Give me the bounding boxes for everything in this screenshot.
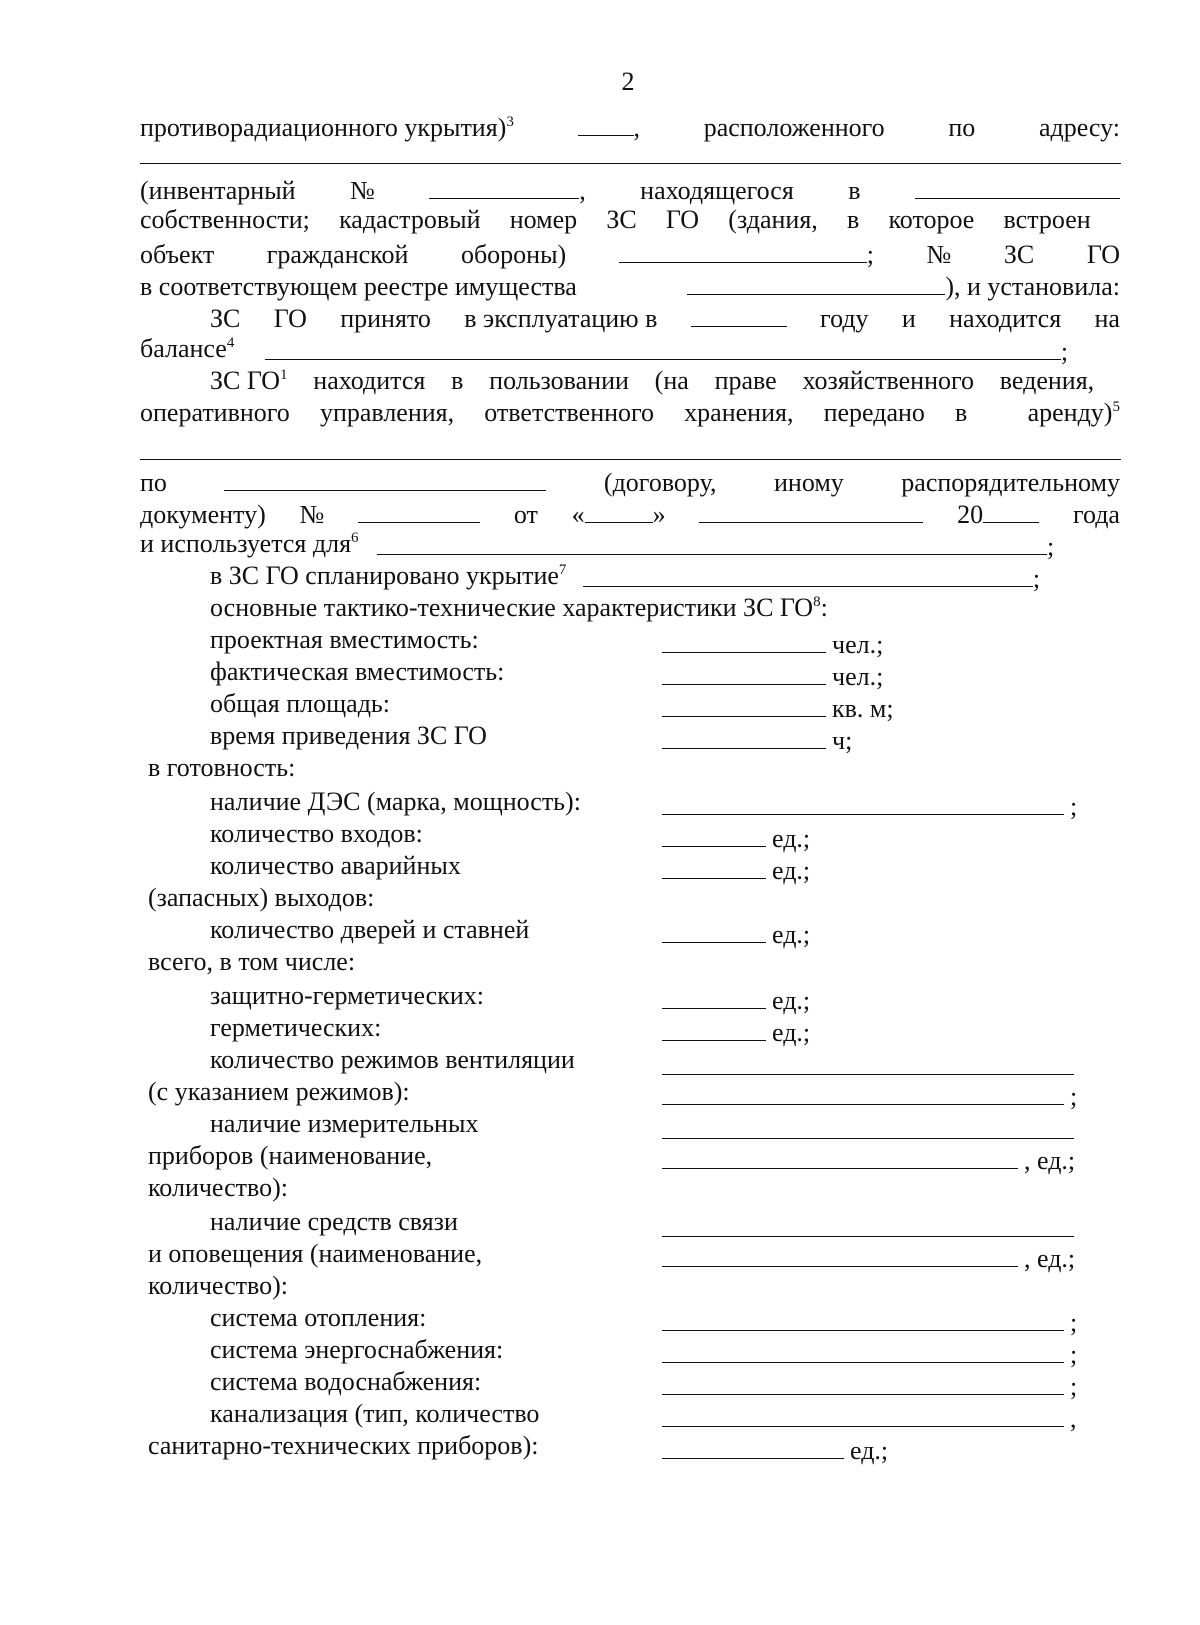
text-word: встроен xyxy=(1003,205,1091,234)
emergency-exits-label-cont: (запасных) выходов: xyxy=(148,883,375,912)
text-word: документу) xyxy=(140,500,266,529)
text-word: гражданской xyxy=(266,240,409,269)
text-word: и xyxy=(901,304,916,333)
sewerage-label-cont: санитарно-технических приборов): xyxy=(148,1431,539,1460)
sealed-doors-label: герметических: xyxy=(210,1013,382,1042)
text-word: управления, xyxy=(319,398,455,427)
text-fragment: адресу: xyxy=(1038,113,1120,142)
communication-label-cont: и оповещения (наименование, xyxy=(148,1239,483,1268)
doors-field[interactable]: ед.; xyxy=(662,916,810,951)
contract-line xyxy=(140,464,1120,496)
blank-field[interactable] xyxy=(224,464,546,499)
text-word: ЗС $ГО^1$ xyxy=(210,366,288,395)
purpose-line xyxy=(140,528,1120,560)
text-fragment: в xyxy=(848,176,861,205)
water-supply-field[interactable]: ; xyxy=(662,1368,1077,1403)
heating-field[interactable]: ; xyxy=(662,1304,1077,1339)
instruments-label-cont: приборов (наименование, xyxy=(148,1141,433,1170)
text-word: аренду)$^5$ xyxy=(1027,398,1120,427)
readiness-time-label-cont: в готовность: xyxy=(148,753,296,782)
doors-label: количество дверей и ставней xyxy=(210,915,530,944)
ventilation-field[interactable] xyxy=(662,1074,1074,1075)
text-word: ЗС xyxy=(1003,240,1035,269)
text-word: ведения, xyxy=(999,366,1095,395)
ventilation-field-2[interactable]: ; xyxy=(662,1078,1077,1113)
blank-field[interactable]: ), и установила: xyxy=(687,268,1120,303)
text-word: ответственного xyxy=(484,398,655,427)
text-word: (здания, xyxy=(728,205,818,234)
text-word: пользовании xyxy=(489,366,629,395)
planned-shelter-line xyxy=(210,560,1120,592)
text-word: (договору, xyxy=(603,468,717,497)
total-area-label: общая площадь: xyxy=(210,689,391,718)
management-line xyxy=(140,397,1120,429)
document-number-line xyxy=(140,496,1120,528)
text-word: в xyxy=(955,398,968,427)
text-word: хранения, xyxy=(684,398,794,427)
text-word: которое xyxy=(888,205,975,234)
date-day-field[interactable]: « » xyxy=(572,496,666,531)
text-fragment: балансе$^4$ xyxy=(140,334,235,363)
text-fragment: по xyxy=(948,113,976,142)
entrances-field[interactable]: ед.; xyxy=(662,820,810,855)
communication-field-2[interactable]: , ед.; xyxy=(662,1240,1075,1275)
text-word: на xyxy=(1094,304,1120,333)
text-word: праве xyxy=(714,366,777,395)
date-year-field[interactable]: 20 xyxy=(957,496,1039,531)
readiness-time-label: время приведения ЗС ГО xyxy=(210,721,487,750)
ventilation-label: количество режимов вентиляции xyxy=(210,1045,575,1074)
power-supply-field[interactable]: ; xyxy=(662,1336,1077,1371)
blank-field[interactable] xyxy=(358,496,480,531)
text-word: ГО xyxy=(665,205,700,234)
protective-doors-label: защитно-герметических: xyxy=(210,981,484,1010)
text-fragment: и используется для$^6$ xyxy=(140,529,359,558)
blank-field[interactable] xyxy=(691,300,787,335)
text-word: от xyxy=(513,500,538,529)
text-fragment: расположенного xyxy=(703,113,885,142)
text-word: ГО xyxy=(1086,240,1120,269)
text-word: находится xyxy=(949,304,1062,333)
instruments-field[interactable] xyxy=(662,1138,1074,1139)
blank-field[interactable]: ; xyxy=(619,236,874,271)
blank-field[interactable]: , xyxy=(429,172,586,207)
text-word: по xyxy=(140,468,167,497)
emergency-exits-label: количество аварийных xyxy=(210,851,461,880)
address-blank[interactable] xyxy=(140,163,1121,164)
sewerage-label: канализация (тип, количество xyxy=(210,1399,540,1428)
sewerage-field[interactable]: , xyxy=(662,1400,1077,1435)
instruments-field-2[interactable]: , ед.; xyxy=(662,1142,1075,1177)
shelter-line xyxy=(140,109,1120,141)
text-word: в xyxy=(847,205,860,234)
text-word: обороны) xyxy=(460,240,567,269)
text-word: собственности; xyxy=(140,205,310,234)
text-word: № xyxy=(926,240,952,269)
characteristics-heading xyxy=(210,592,1120,624)
water-supply-label: система водоснабжения: xyxy=(210,1367,482,1396)
text-word: в эксплуатацию в xyxy=(464,304,658,333)
sewerage-field-2[interactable]: ед.; xyxy=(662,1432,888,1467)
blank-field[interactable]: ; xyxy=(265,333,1068,368)
protective-doors-field[interactable]: ед.; xyxy=(662,982,810,1017)
page-number: 2 xyxy=(621,67,635,96)
power-plant-label: наличие ДЭС (марка, мощность): xyxy=(210,787,581,816)
text-word: хозяйственного xyxy=(802,366,975,395)
readiness-time-field[interactable]: ч; xyxy=(662,722,852,757)
text-word: кадастровый xyxy=(339,205,481,234)
text-word: передано xyxy=(823,398,925,427)
emergency-exits-field[interactable]: ед.; xyxy=(662,852,810,887)
text-word: в xyxy=(451,366,464,395)
actual-capacity-field[interactable]: чел.; xyxy=(662,658,883,693)
usage-blank[interactable] xyxy=(140,459,1121,460)
total-area-field[interactable]: кв. м; xyxy=(662,690,894,725)
text-word: распорядительному xyxy=(901,468,1120,497)
commissioned-line xyxy=(210,300,1120,332)
ventilation-label-cont: (с указанием режимов): xyxy=(148,1077,410,1106)
text-word: года xyxy=(1072,500,1120,529)
text-fragment: основные тактико-технические характеристики ЗС $ГО^8$: xyxy=(210,593,828,622)
text-fragment: (инвентарный xyxy=(140,176,296,205)
communication-field[interactable] xyxy=(662,1236,1074,1237)
text-word: ГО xyxy=(273,304,307,333)
communication-label: наличие средств связи xyxy=(210,1207,458,1236)
text-fragment: в ЗС ГО спланировано укрытие$^7$ xyxy=(210,561,567,590)
text-fragment: № xyxy=(350,176,375,205)
text-word: принято xyxy=(340,304,431,333)
text-word: (на xyxy=(654,366,689,395)
instruments-label-cont-2: количество): xyxy=(148,1173,289,1202)
sealed-doors-field[interactable]: ед.; xyxy=(662,1014,810,1049)
entrances-label: количество входов: xyxy=(210,819,423,848)
inventory-line xyxy=(140,172,1120,204)
heating-label: система отопления: xyxy=(210,1303,427,1332)
text-word: году xyxy=(820,304,869,333)
text-word: ЗС xyxy=(210,304,241,333)
text-word: номер xyxy=(509,205,578,234)
actual-capacity-label: фактическая вместимость: xyxy=(210,657,505,686)
text-word: оперативного xyxy=(140,398,290,427)
text-word: иному xyxy=(773,468,844,497)
text-fragment: в соответствующем реестре имущества xyxy=(140,272,577,301)
text-fragment: противорадиационного укрытия)$^3$ xyxy=(140,113,514,142)
blank-field[interactable]: , xyxy=(578,109,641,144)
registry-line xyxy=(140,268,1120,300)
civil-defense-line xyxy=(140,236,1120,268)
balance-line xyxy=(140,333,1120,365)
blank-field[interactable]: ; xyxy=(583,560,1040,595)
design-capacity-field[interactable]: чел.; xyxy=(662,626,883,661)
instruments-label: наличие измерительных xyxy=(210,1109,479,1138)
date-month-field[interactable] xyxy=(699,496,923,531)
blank-field[interactable] xyxy=(915,172,1120,207)
text-word: объект xyxy=(140,240,215,269)
text-word: № xyxy=(299,500,325,529)
communication-label-cont-2: количество): xyxy=(148,1271,289,1300)
design-capacity-label: проектная вместимость: xyxy=(210,625,479,654)
power-supply-label: система энергоснабжения: xyxy=(210,1335,504,1364)
text-fragment: находящегося xyxy=(640,176,794,205)
usage-line xyxy=(210,365,1120,397)
text-word: ЗС xyxy=(606,205,637,234)
doors-label-cont: всего, в том числе: xyxy=(148,947,356,976)
cadastral-line xyxy=(140,204,1120,236)
blank-field[interactable]: ; xyxy=(377,528,1054,563)
text-word: находится xyxy=(313,366,426,395)
power-plant-field[interactable]: ; xyxy=(662,788,1077,823)
